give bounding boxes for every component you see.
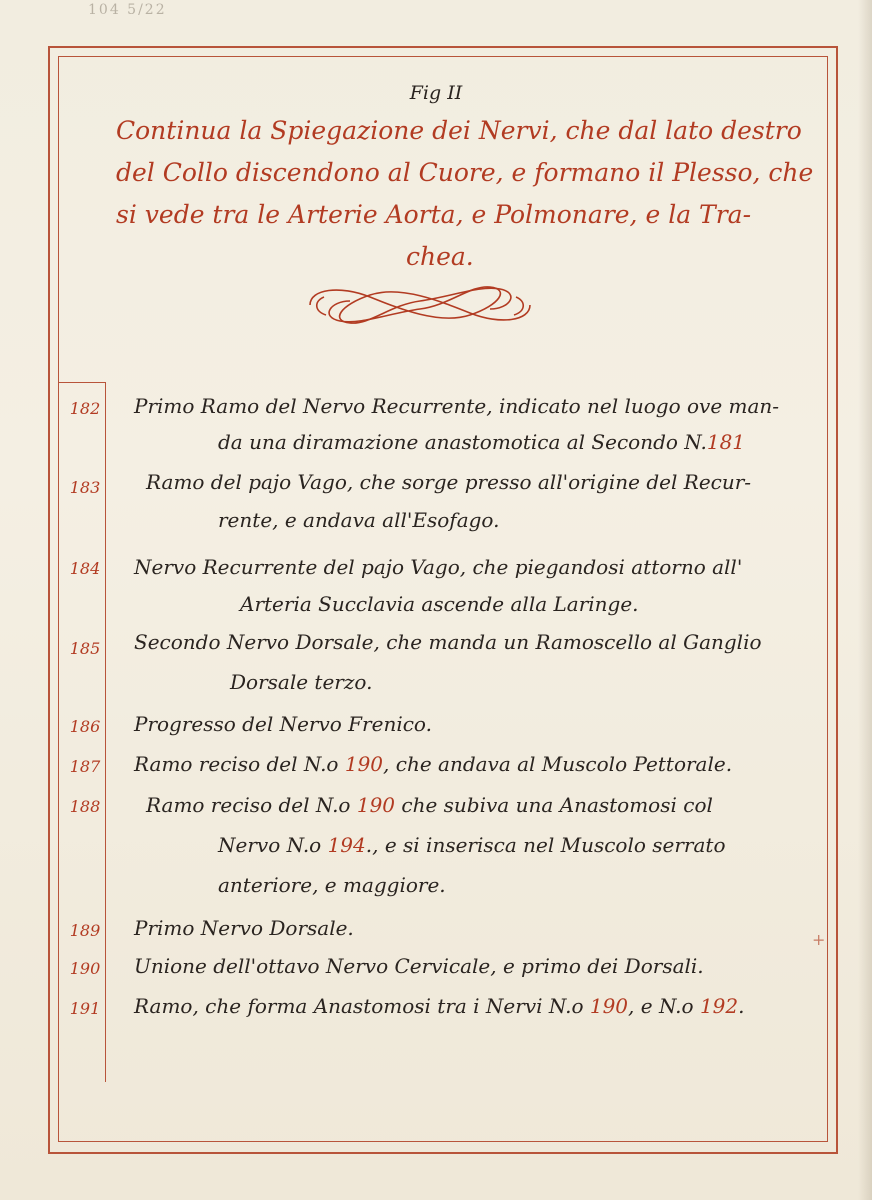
entry-text-line	[134, 954, 704, 978]
entry-text-line	[230, 670, 372, 694]
entry-number: 184	[69, 559, 101, 578]
title-line: chea.	[406, 242, 474, 271]
entry-text: ., e si inserisca nel Muscolo serrato	[365, 833, 726, 857]
entry-text: Nervo N.o	[218, 833, 328, 857]
title-line: si vede tra le Arterie Aorta, e Polmonare, e la Tra-	[116, 200, 752, 229]
entry-text-line	[134, 752, 732, 776]
margin-rule	[105, 382, 106, 1082]
entry-text-line	[218, 873, 446, 897]
cross-reference-number: 190	[356, 793, 396, 817]
cross-reference-number: 181	[706, 430, 746, 454]
entry-text-line	[240, 592, 639, 616]
pencil-note: 104 5/22	[88, 2, 167, 18]
entry-text: Unione dell'ottavo Nervo Cervicale, e primo dei Dorsali.	[134, 954, 704, 978]
entry-text-line	[134, 394, 779, 418]
entry-text: Primo Ramo del Nervo Recurrente, indicato nel luogo ove man-	[134, 394, 780, 418]
entry-text: rente, e andava all'Esofago.	[218, 508, 500, 532]
entry-text: Ramo reciso del N.o	[146, 793, 357, 817]
entry-text-line	[146, 470, 751, 494]
entry-text-line	[134, 555, 742, 579]
entry-text-line	[218, 430, 745, 454]
cross-reference-number: 192	[699, 994, 739, 1018]
figure-label: Fig II	[409, 82, 463, 104]
entry-text: Ramo reciso del N.o	[134, 752, 345, 776]
edge-tick-mark: +	[812, 930, 826, 949]
entry-number: 190	[69, 959, 101, 978]
entry-text-line	[218, 833, 725, 857]
page-edge-shadow	[858, 0, 872, 1200]
entry-number: 189	[69, 921, 101, 940]
entry-text: da una diramazione anastomotica al Secondo N.	[218, 430, 707, 454]
entry-text: Primo Nervo Dorsale.	[134, 916, 354, 940]
entry-text: anteriore, e maggiore.	[218, 873, 446, 897]
entry-text: Ramo, che forma Anastomosi tra i Nervi N.o	[134, 994, 590, 1018]
entry-number: 182	[69, 399, 101, 418]
title-line: del Collo discendono al Cuore, e formano il Plesso, che	[116, 158, 814, 187]
page-title	[116, 110, 814, 278]
entry-text: Dorsale terzo.	[230, 670, 373, 694]
calligraphic-flourish-ornament	[300, 275, 540, 335]
entry-text-line	[218, 508, 499, 532]
entry-number: 186	[69, 717, 101, 736]
cross-reference-number: 190	[589, 994, 629, 1018]
cross-reference-number: 190	[344, 752, 384, 776]
entry-text-line	[134, 916, 354, 940]
entry-text: Ramo del pajo Vago, che sorge presso all'origine del Recur-	[146, 470, 752, 494]
entry-text: , che andava al Muscolo Pettorale.	[383, 752, 733, 776]
entry-text-line	[146, 793, 713, 817]
entry-number: 185	[69, 639, 101, 658]
entry-text: .	[738, 994, 745, 1018]
entry-number: 188	[69, 797, 101, 816]
entry-number: 191	[69, 999, 101, 1018]
entry-text: Arteria Succlavia ascende alla Laringe.	[240, 592, 639, 616]
entry-number: 183	[69, 478, 101, 497]
cross-reference-number: 194	[327, 833, 366, 857]
margin-top-rule	[58, 382, 106, 383]
entry-text: Nervo Recurrente del pajo Vago, che piegandosi attorno all'	[134, 555, 743, 579]
entry-text-line	[134, 994, 744, 1018]
title-line: Continua la Spiegazione dei Nervi, che dal lato destro	[116, 116, 802, 145]
entry-text: che subiva una Anastomosi col	[395, 793, 713, 817]
entry-text: , e N.o	[628, 994, 700, 1018]
entry-text: Progresso del Nervo Frenico.	[134, 712, 432, 736]
entry-number: 187	[69, 757, 101, 776]
entry-text: Secondo Nervo Dorsale, che manda un Ramoscello al Ganglio	[134, 630, 762, 654]
entry-text-line	[134, 630, 762, 654]
entry-text-line	[134, 712, 432, 736]
